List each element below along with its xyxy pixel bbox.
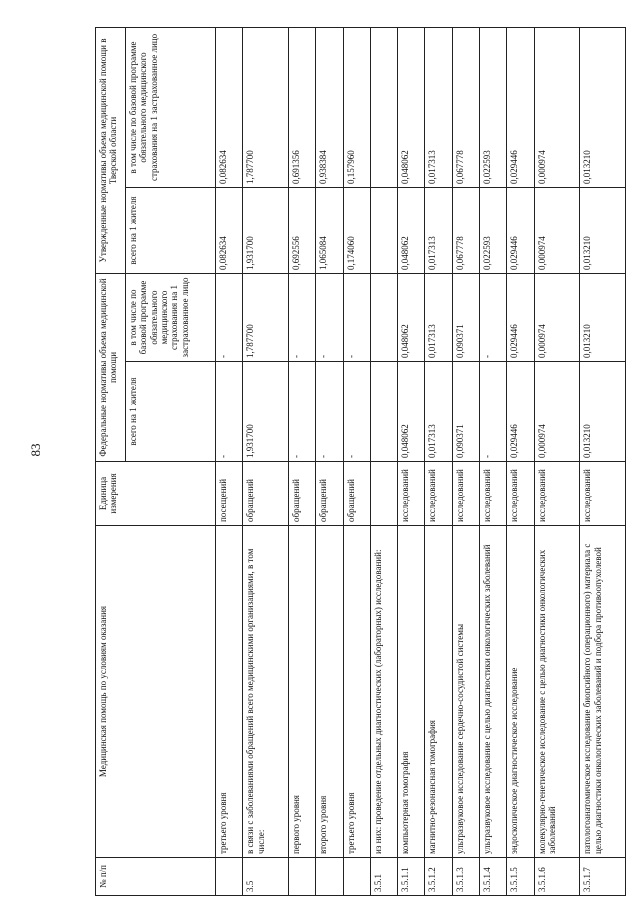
row-federal-total: 1,931700 — [243, 362, 289, 462]
row-federal-total: 0,013210 — [580, 362, 626, 462]
header-num: № п/п — [96, 858, 216, 896]
row-regional-oms: 0,691356 — [288, 27, 315, 187]
row-federal-oms: 0,029446 — [507, 273, 534, 361]
row-federal-total: 0,029446 — [507, 362, 534, 462]
row-number: 3.5.1.2 — [425, 858, 452, 896]
row-number — [316, 858, 343, 896]
header-regional-per-resident: всего на 1 жителя — [126, 187, 216, 273]
row-number: 3.5.1.6 — [534, 858, 580, 896]
row-name: патологоанатомическое исследование биопсийного (операционного) материала с целью диагностики онкологических заболеваний и подбора противоопухолевой — [580, 526, 626, 858]
row-number: 3.5.1.5 — [507, 858, 534, 896]
row-number: 3.5.1.3 — [452, 858, 479, 896]
row-federal-oms: - — [288, 273, 315, 361]
row-federal-oms: - — [216, 273, 243, 361]
row-name: ультразвуковое исследование сердечно-сосудистой системы — [452, 526, 479, 858]
row-unit: исследований — [398, 462, 425, 526]
row-regional-total: 0,082634 — [216, 187, 243, 273]
row-regional-oms: 0,022593 — [479, 27, 506, 187]
table-row — [452, 27, 479, 895]
row-regional-total — [370, 187, 397, 273]
row-regional-total: 1,931700 — [243, 187, 289, 273]
norms-table — [95, 27, 626, 896]
row-regional-total: 0,048062 — [398, 187, 425, 273]
row-name: первого уровня — [288, 526, 315, 858]
row-name: молекулярно-генетическое исследование с целью диагностики онкологических заболеваний — [534, 526, 580, 858]
header-federal-per-insured: в том числе по базовой программе обязательного медицинского страхования на 1 застрахованное лицо — [126, 273, 216, 361]
row-federal-total: - — [316, 362, 343, 462]
row-number — [216, 858, 243, 896]
header-federal: Федеральные нормативы объема медицинской помощи — [96, 273, 126, 461]
table-row — [534, 27, 580, 895]
row-regional-total: 0,029446 — [507, 187, 534, 273]
row-federal-total: 0,017313 — [425, 362, 452, 462]
row-number: 3.5.1.1 — [398, 858, 425, 896]
page-number: 83 — [28, 443, 43, 457]
row-federal-oms: 0,048062 — [398, 273, 425, 361]
row-number — [343, 858, 370, 896]
row-unit: обращений — [288, 462, 315, 526]
row-unit: исследований — [425, 462, 452, 526]
row-name: ультразвуковое исследование с целью диагностики онкологических заболеваний — [479, 526, 506, 858]
table-row — [343, 27, 370, 895]
row-federal-oms: 1,787700 — [243, 273, 289, 361]
row-regional-oms: 0,067778 — [452, 27, 479, 187]
row-federal-total: - — [343, 362, 370, 462]
row-regional-oms: 0,017313 — [425, 27, 452, 187]
table-row — [370, 27, 397, 895]
row-federal-total: 0,090371 — [452, 362, 479, 462]
row-federal-total: - — [288, 362, 315, 462]
row-unit: обращений — [343, 462, 370, 526]
table-row — [243, 27, 289, 895]
row-regional-oms: 0,938384 — [316, 27, 343, 187]
row-federal-total: 0,000974 — [534, 362, 580, 462]
header-regional: Утвержденные нормативы объема медицинской помощи в Тверской области — [96, 27, 126, 273]
row-unit: обращений — [243, 462, 289, 526]
row-unit: обращений — [316, 462, 343, 526]
row-unit: исследований — [479, 462, 506, 526]
row-regional-total: 1,065084 — [316, 187, 343, 273]
row-regional-oms: 0,082634 — [216, 27, 243, 187]
row-number — [288, 858, 315, 896]
row-federal-oms: 0,013210 — [580, 273, 626, 361]
row-federal-oms: 0,000974 — [534, 273, 580, 361]
table-row — [288, 27, 315, 895]
row-federal-total: - — [216, 362, 243, 462]
row-federal-oms: - — [479, 273, 506, 361]
row-regional-total: 0,000974 — [534, 187, 580, 273]
table-row — [316, 27, 343, 895]
row-federal-total — [370, 362, 397, 462]
header-unit: Единица измерения — [96, 462, 216, 526]
row-unit: исследований — [507, 462, 534, 526]
row-regional-total: 0,013210 — [580, 187, 626, 273]
header-regional-per-insured: в том числе по базовой программе обязательного медицинского страхования на 1 застрахованное лицо — [126, 27, 216, 187]
row-regional-oms — [370, 27, 397, 187]
row-regional-total: 0,692556 — [288, 187, 315, 273]
row-regional-total: 0,067778 — [452, 187, 479, 273]
row-unit: исследований — [580, 462, 626, 526]
row-regional-total: 0,174060 — [343, 187, 370, 273]
table-row — [425, 27, 452, 895]
table-row — [507, 27, 534, 895]
row-federal-oms: - — [316, 273, 343, 361]
row-number: 3.5.1 — [370, 858, 397, 896]
table-row — [479, 27, 506, 895]
header-federal-per-resident: всего на 1 жителя — [126, 362, 216, 462]
row-number: 3.5.1.7 — [580, 858, 626, 896]
row-regional-oms: 0,029446 — [507, 27, 534, 187]
row-federal-total: 0,048062 — [398, 362, 425, 462]
row-unit: посещений — [216, 462, 243, 526]
row-name: эндоскопическое диагностическое исследование — [507, 526, 534, 858]
row-name: третьего уровня — [216, 526, 243, 858]
row-federal-oms: - — [343, 273, 370, 361]
header-name: Медицинская помощь по условиям оказания — [96, 526, 216, 858]
row-name: третьего уровня — [343, 526, 370, 858]
row-name: второго уровня — [316, 526, 343, 858]
row-name: из них: проведение отдельных диагностических (лабораторных) исследований: — [370, 526, 397, 858]
row-federal-oms: 0,017313 — [425, 273, 452, 361]
row-number: 3.5 — [243, 858, 289, 896]
table-row — [580, 27, 626, 895]
table-row — [398, 27, 425, 895]
rotated-table-container — [95, 28, 626, 896]
row-unit: исследований — [534, 462, 580, 526]
row-regional-oms: 0,000974 — [534, 27, 580, 187]
row-regional-oms: 1,787700 — [243, 27, 289, 187]
row-regional-oms: 0,157960 — [343, 27, 370, 187]
row-name: в связи с заболеваниями обращений всего медицинскими организациями, в том числе: — [243, 526, 289, 858]
row-regional-oms: 0,013210 — [580, 27, 626, 187]
row-regional-total: 0,017313 — [425, 187, 452, 273]
row-number: 3.5.1.4 — [479, 858, 506, 896]
row-federal-total: - — [479, 362, 506, 462]
row-unit: исследований — [452, 462, 479, 526]
row-federal-oms: 0,090371 — [452, 273, 479, 361]
row-name: магнитно-резонансная томография — [425, 526, 452, 858]
table-row — [216, 27, 243, 895]
row-regional-total: 0,022593 — [479, 187, 506, 273]
row-regional-oms: 0,048062 — [398, 27, 425, 187]
row-federal-oms — [370, 273, 397, 361]
row-name: компьютерная томография — [398, 526, 425, 858]
row-unit — [370, 462, 397, 526]
